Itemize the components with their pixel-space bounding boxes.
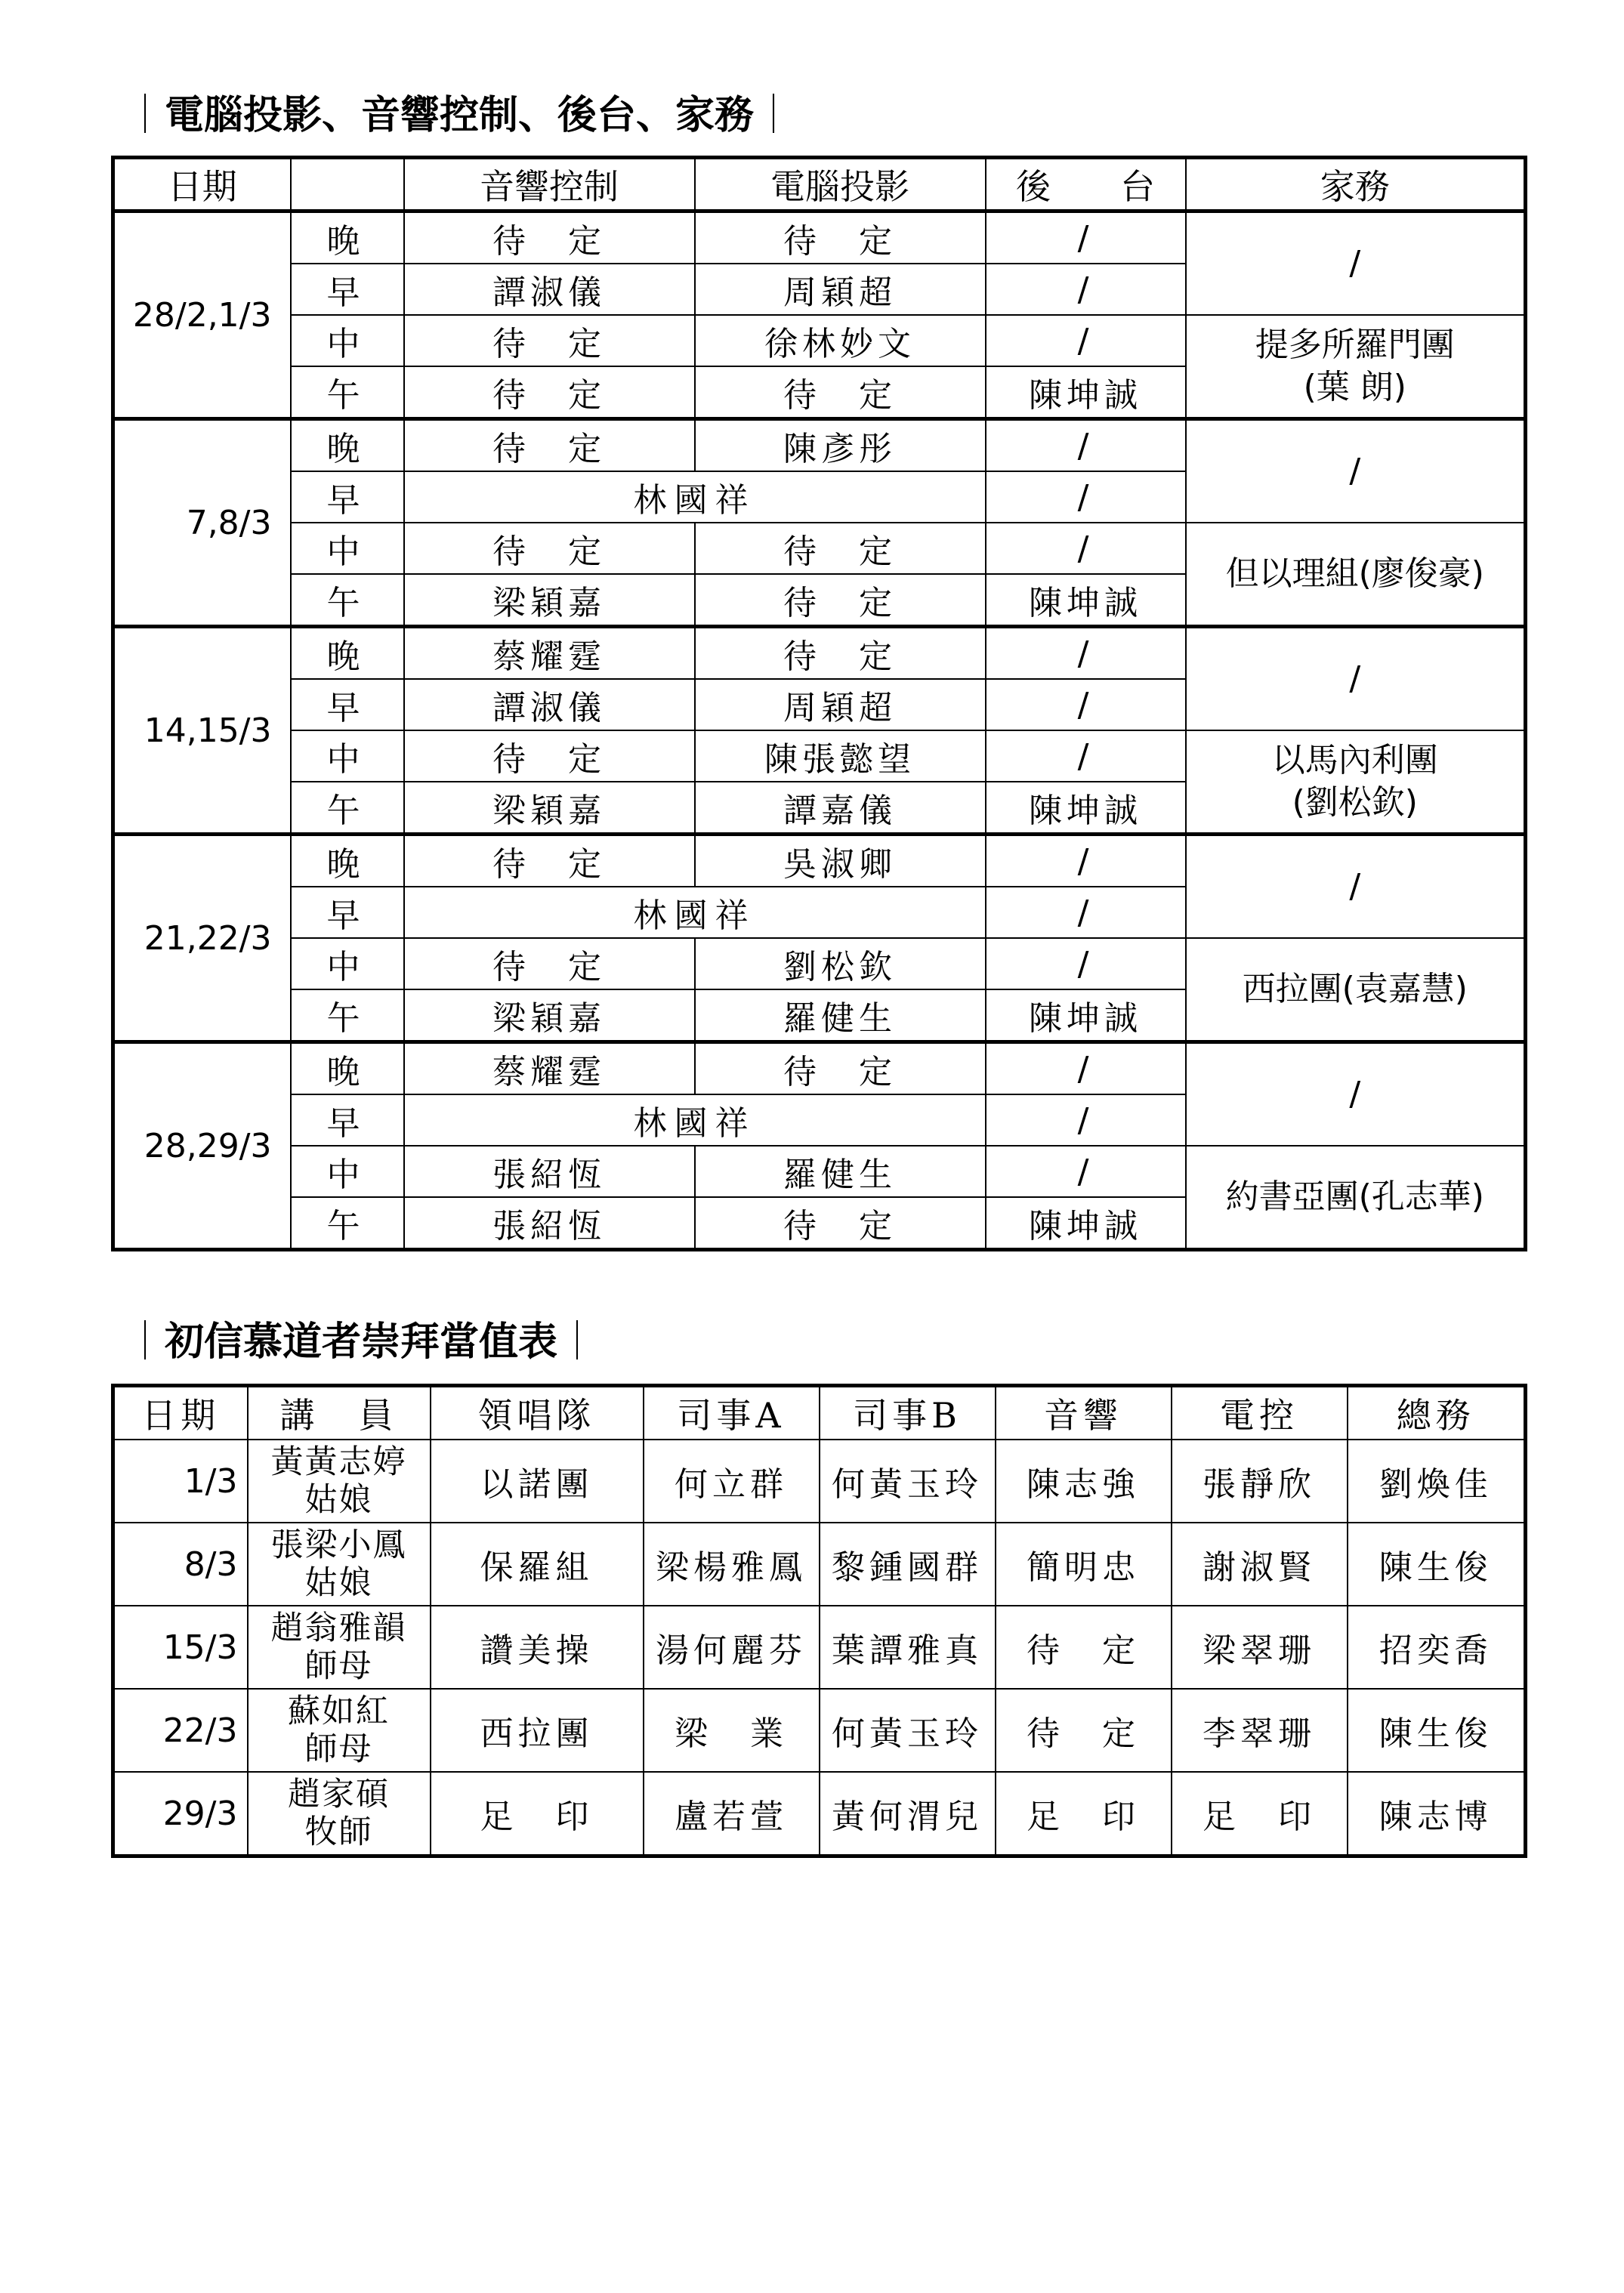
header-backstage: 後 台 — [986, 158, 1186, 211]
sound-cell: 足 印 — [996, 1772, 1172, 1856]
backstage-cell: / — [986, 264, 1186, 315]
slot-cell: 早 — [291, 1094, 404, 1146]
speaker-line: 師母 — [304, 1647, 373, 1685]
household-line: 約書亞團(孔志華) — [1225, 1177, 1484, 1216]
projection-cell: 待 定 — [695, 523, 986, 574]
backstage-cell: / — [986, 523, 1186, 574]
slot-cell: 晚 — [291, 1042, 404, 1095]
worship-cell: 足 印 — [431, 1772, 644, 1856]
sound-cell: 待 定 — [404, 366, 695, 419]
section1-title: ｜電腦投影、音響控制、後台、家務｜ — [125, 92, 794, 138]
slot-cell: 晚 — [291, 211, 404, 264]
table-row — [113, 1772, 1526, 1856]
sound-cell: 待 定 — [404, 211, 695, 264]
usher-a-cell: 盧若萱 — [644, 1772, 820, 1856]
header-speaker: 講 員 — [248, 1386, 431, 1440]
household-cell: / — [1186, 211, 1526, 316]
household-cell: / — [1186, 419, 1526, 523]
usher-a-cell: 梁楊雅鳳 — [644, 1523, 820, 1606]
date-cell: 15/3 — [113, 1606, 248, 1689]
usher-b-cell: 葉譚雅真 — [820, 1606, 996, 1689]
table-row — [113, 835, 1526, 887]
header-date: 日期 — [113, 1386, 248, 1440]
general-cell: 招奕喬 — [1348, 1606, 1526, 1689]
backstage-cell: / — [986, 1042, 1186, 1095]
slot-cell: 早 — [291, 887, 404, 938]
backstage-cell: / — [986, 419, 1186, 472]
slot-cell: 午 — [291, 782, 404, 835]
header-general: 總務 — [1348, 1386, 1526, 1440]
sound-cell: 待 定 — [996, 1606, 1172, 1689]
slot-cell: 中 — [291, 1146, 404, 1197]
speaker-line: 師母 — [304, 1730, 373, 1768]
projection-cell: 吳淑卿 — [695, 835, 986, 887]
speaker-line: 姑娘 — [304, 1564, 373, 1602]
backstage-cell: 陳坤誠 — [986, 989, 1186, 1042]
backstage-cell: / — [986, 627, 1186, 680]
header-date: 日期 — [113, 158, 291, 211]
slot-cell: 午 — [291, 989, 404, 1042]
household-line: 西拉團(袁嘉慧) — [1242, 970, 1468, 1008]
sound-cell: 待 定 — [404, 523, 695, 574]
backstage-cell: 陳坤誠 — [986, 1197, 1186, 1250]
projection-cell: 劉松欽 — [695, 938, 986, 989]
speaker-line: 牧師 — [304, 1813, 373, 1851]
header-worship: 領唱隊 — [431, 1386, 644, 1440]
slot-cell: 晚 — [291, 835, 404, 887]
household-cell — [1186, 938, 1526, 1042]
projection-cell: 待 定 — [695, 627, 986, 680]
table-row — [113, 211, 1526, 264]
slot-cell: 晚 — [291, 419, 404, 472]
table-row — [113, 523, 1526, 574]
table-row — [113, 1042, 1526, 1095]
date-cell: 28/2,1/3 — [113, 211, 291, 419]
slot-cell: 早 — [291, 679, 404, 730]
sound-cell: 待 定 — [404, 419, 695, 472]
control-cell: 足 印 — [1172, 1772, 1348, 1856]
backstage-cell: / — [986, 1146, 1186, 1197]
sound-cell: 待 定 — [404, 835, 695, 887]
worship-cell: 西拉團 — [431, 1689, 644, 1772]
general-cell: 陳生俊 — [1348, 1523, 1526, 1606]
control-cell: 謝淑賢 — [1172, 1523, 1348, 1606]
projection-cell: 周穎超 — [695, 264, 986, 315]
header-sound: 音響 — [996, 1386, 1172, 1440]
backstage-cell: / — [986, 1094, 1186, 1146]
header-slot — [291, 158, 404, 211]
general-cell: 陳志博 — [1348, 1772, 1526, 1856]
projection-cell: 陳張懿望 — [695, 730, 986, 782]
sound-cell: 譚淑儀 — [404, 264, 695, 315]
projection-cell: 待 定 — [695, 1042, 986, 1095]
speaker-cell — [248, 1606, 431, 1689]
header-usher-b: 司事B — [820, 1386, 996, 1440]
worship-cell: 以諾團 — [431, 1440, 644, 1523]
sound-cell: 梁穎嘉 — [404, 782, 695, 835]
backstage-cell: 陳坤誠 — [986, 366, 1186, 419]
projection-cell: 周穎超 — [695, 679, 986, 730]
household-cell — [1186, 315, 1526, 419]
usher-b-cell: 黎鍾國群 — [820, 1523, 996, 1606]
usher-b-cell: 何黃玉玲 — [820, 1440, 996, 1523]
speaker-cell — [248, 1772, 431, 1856]
service-roster-table — [111, 1384, 1527, 1858]
usher-a-cell: 何立群 — [644, 1440, 820, 1523]
projection-cell: 待 定 — [695, 1197, 986, 1250]
slot-cell: 中 — [291, 730, 404, 782]
household-line: 以馬內利團 — [1271, 741, 1438, 779]
date-cell: 21,22/3 — [113, 835, 291, 1042]
sound-cell: 譚淑儀 — [404, 679, 695, 730]
usher-b-cell: 黃何渭兒 — [820, 1772, 996, 1856]
projection-cell: 羅健生 — [695, 1146, 986, 1197]
household-cell: / — [1186, 627, 1526, 731]
date-cell: 29/3 — [113, 1772, 248, 1856]
slot-cell: 午 — [291, 366, 404, 419]
sound-cell: 待 定 — [404, 730, 695, 782]
slot-cell: 中 — [291, 938, 404, 989]
date-cell: 1/3 — [113, 1440, 248, 1523]
header-control: 電控 — [1172, 1386, 1348, 1440]
household-cell — [1186, 730, 1526, 835]
control-cell: 梁翠珊 — [1172, 1606, 1348, 1689]
general-cell: 劉煥佳 — [1348, 1440, 1526, 1523]
table-row — [113, 1146, 1526, 1197]
household-line: 但以理組(廖俊豪) — [1225, 554, 1484, 593]
general-cell: 陳生俊 — [1348, 1689, 1526, 1772]
table-row — [113, 1606, 1526, 1689]
usher-b-cell: 何黃玉玲 — [820, 1689, 996, 1772]
backstage-cell: / — [986, 938, 1186, 989]
backstage-cell: 陳坤誠 — [986, 574, 1186, 627]
header-usher-a: 司事A — [644, 1386, 820, 1440]
sound-cell: 蔡耀霆 — [404, 627, 695, 680]
date-cell: 28,29/3 — [113, 1042, 291, 1250]
table-row — [113, 730, 1526, 782]
projection-cell: 陳彥彤 — [695, 419, 986, 472]
section2-title: ｜初信慕道者崇拜當值表｜ — [125, 1319, 597, 1365]
table-header-row — [113, 1386, 1526, 1440]
merged-cell: 林國祥 — [404, 1094, 986, 1146]
speaker-line: 黃黃志婷 — [270, 1443, 407, 1481]
slot-cell: 晚 — [291, 627, 404, 680]
household-cell — [1186, 523, 1526, 627]
household-line: (劉松欽) — [1292, 783, 1418, 822]
date-cell: 14,15/3 — [113, 627, 291, 835]
backstage-cell: / — [986, 835, 1186, 887]
sound-cell: 梁穎嘉 — [404, 574, 695, 627]
backstage-cell: / — [986, 471, 1186, 523]
slot-cell: 早 — [291, 471, 404, 523]
sound-cell: 待 定 — [996, 1689, 1172, 1772]
header-projection: 電腦投影 — [695, 158, 986, 211]
backstage-cell: 陳坤誠 — [986, 782, 1186, 835]
sound-cell: 蔡耀霆 — [404, 1042, 695, 1095]
duty-roster-table — [111, 156, 1527, 1251]
projection-cell: 譚嘉儀 — [695, 782, 986, 835]
slot-cell: 早 — [291, 264, 404, 315]
slot-cell: 午 — [291, 574, 404, 627]
date-cell: 7,8/3 — [113, 419, 291, 627]
projection-cell: 待 定 — [695, 574, 986, 627]
table-row — [113, 419, 1526, 472]
speaker-cell — [248, 1689, 431, 1772]
speaker-cell — [248, 1440, 431, 1523]
backstage-cell: / — [986, 730, 1186, 782]
date-cell: 8/3 — [113, 1523, 248, 1606]
usher-a-cell: 湯何麗芬 — [644, 1606, 820, 1689]
section1-title-text: 電腦投影、音響控制、後台、家務 — [165, 92, 755, 138]
table-header-row — [113, 158, 1526, 211]
speaker-line: 蘇如紅 — [288, 1693, 390, 1730]
table-row — [113, 627, 1526, 680]
sound-cell: 待 定 — [404, 315, 695, 366]
projection-cell: 待 定 — [695, 366, 986, 419]
household-line: (葉 朗) — [1303, 368, 1406, 406]
backstage-cell: / — [986, 211, 1186, 264]
household-line: 提多所羅門團 — [1255, 326, 1455, 364]
speaker-line: 趙家碩 — [288, 1776, 390, 1813]
slot-cell: 午 — [291, 1197, 404, 1250]
slot-cell: 中 — [291, 523, 404, 574]
sound-cell: 簡明忠 — [996, 1523, 1172, 1606]
section2-title-text: 初信慕道者崇拜當值表 — [165, 1319, 558, 1365]
slot-cell: 中 — [291, 315, 404, 366]
merged-cell: 林國祥 — [404, 887, 986, 938]
backstage-cell: / — [986, 887, 1186, 938]
sound-cell: 待 定 — [404, 938, 695, 989]
usher-a-cell: 梁 業 — [644, 1689, 820, 1772]
table-row — [113, 1689, 1526, 1772]
speaker-line: 趙翁雅韻 — [270, 1609, 407, 1647]
control-cell: 張靜欣 — [1172, 1440, 1348, 1523]
sound-cell: 陳志強 — [996, 1440, 1172, 1523]
household-cell: / — [1186, 835, 1526, 939]
backstage-cell: / — [986, 315, 1186, 366]
household-cell: / — [1186, 1042, 1526, 1146]
table-row — [113, 938, 1526, 989]
backstage-cell: / — [986, 679, 1186, 730]
table-row — [113, 1440, 1526, 1523]
speaker-line: 張梁小鳳 — [270, 1526, 407, 1564]
sound-cell: 張紹恆 — [404, 1146, 695, 1197]
projection-cell: 徐林妙文 — [695, 315, 986, 366]
merged-cell: 林國祥 — [404, 471, 986, 523]
worship-cell: 讚美操 — [431, 1606, 644, 1689]
projection-cell: 羅健生 — [695, 989, 986, 1042]
control-cell: 李翠珊 — [1172, 1689, 1348, 1772]
worship-cell: 保羅組 — [431, 1523, 644, 1606]
speaker-line: 姑娘 — [304, 1481, 373, 1519]
table-row — [113, 1523, 1526, 1606]
date-cell: 22/3 — [113, 1689, 248, 1772]
header-sound: 音響控制 — [404, 158, 695, 211]
household-cell — [1186, 1146, 1526, 1250]
table-row — [113, 315, 1526, 366]
projection-cell: 待 定 — [695, 211, 986, 264]
sound-cell: 梁穎嘉 — [404, 989, 695, 1042]
header-household: 家務 — [1186, 158, 1526, 211]
speaker-cell — [248, 1523, 431, 1606]
sound-cell: 張紹恆 — [404, 1197, 695, 1250]
